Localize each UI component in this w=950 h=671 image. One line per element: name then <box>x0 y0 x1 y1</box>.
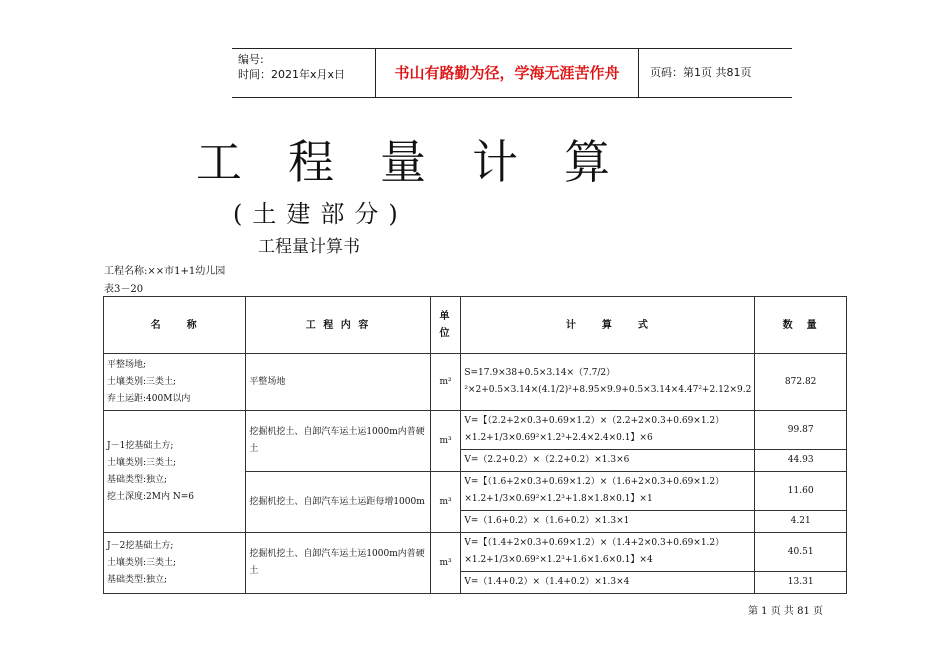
item-qty: 4.21 <box>755 511 847 533</box>
col-header-name: 名 称 <box>104 297 246 354</box>
page-label: 页码：第1页 共81页 <box>650 66 752 79</box>
page-title: 工程量计算 <box>196 135 656 189</box>
item-qty: 40.51 <box>755 533 847 572</box>
item-content: 平整场地 <box>246 354 430 411</box>
code-label: 编号: <box>238 53 264 66</box>
item-content: 挖掘机挖土、自卸汽车运土运1000m内普硬土 <box>246 411 430 472</box>
table-number: 表3－20 <box>104 284 144 295</box>
project-name: 工程名称:××市1+1幼儿园 <box>104 266 226 277</box>
page-footer: 第 1 页 共 81 页 <box>748 606 823 617</box>
name-line: 土壤类别:三类土; <box>107 376 177 387</box>
col-header-content: 工 程 内 容 <box>246 297 430 354</box>
table-row <box>104 354 847 411</box>
item-formula: V=【（1.6+2×0.3+0.69×1.2）×（1.6+2×0.3+0.69×1.2）×1.2+1/3×0.69²×1.2³+1.8×1.8×0.1】×1 <box>461 472 755 511</box>
item-unit: m³ <box>430 533 461 594</box>
table-row <box>104 533 847 572</box>
item-formula: V=【（1.4+2×0.3+0.69×1.2）×（1.4+2×0.3+0.69×1.2）×1.2+1/3×0.69²×1.2³+1.6×1.6×0.1】×4 <box>461 533 755 572</box>
col-header-formula: 计 算 式 <box>461 297 755 354</box>
name-line: 平整场地; <box>107 359 147 370</box>
item-unit: m² <box>430 354 461 411</box>
item-name <box>104 411 246 533</box>
name-line: 基础类型:独立; <box>107 474 168 485</box>
page-subtitle: (土建部分) <box>233 200 408 228</box>
col-header-qty: 数 量 <box>755 297 847 354</box>
table-header-row <box>104 297 847 354</box>
item-qty: 11.60 <box>755 472 847 511</box>
item-content: 挖掘机挖土、自卸汽车运土运1000m内普硬土 <box>246 533 430 594</box>
item-formula: S=17.9×38+0.5×3.14×（7.7/2）²×2+0.5×3.14×(4.1/2)²+8.95×9.9+0.5×3.14×4.47²+2.12×9.2 <box>461 354 755 411</box>
item-unit: m³ <box>430 472 461 533</box>
item-formula: V=【（2.2+2×0.3+0.69×1.2）×（2.2+2×0.3+0.69×1.2）×1.2+1/3×0.69²×1.2³+2.4×2.4×0.1】×6 <box>461 411 755 450</box>
item-formula: V=（1.6+0.2）×（1.6+0.2）×1.3×1 <box>461 511 755 533</box>
name-line: 土壤类别:三类土; <box>107 457 177 468</box>
table-row <box>104 411 847 450</box>
item-qty: 872.82 <box>755 354 847 411</box>
col-header-unit: 单位 <box>430 297 461 354</box>
header-meta <box>232 49 376 97</box>
item-name <box>104 533 246 594</box>
name-line: J－2挖基础土方; <box>107 540 174 551</box>
name-line: 土壤类别:三类土; <box>107 557 177 568</box>
name-line: 挖土深度:2M内 N=6 <box>107 491 194 502</box>
motto: 书山有路勤为径，学海无涯苦作舟 <box>376 49 639 97</box>
quantity-table <box>103 296 847 594</box>
name-line: 弃土运距:400M以内 <box>107 393 191 404</box>
time-label: 时间：2021年x月x日 <box>238 68 346 81</box>
item-qty: 99.87 <box>755 411 847 450</box>
item-name <box>104 354 246 411</box>
item-content: 挖掘机挖土、自卸汽车运土运距每增1000m <box>246 472 430 533</box>
item-unit: m³ <box>430 411 461 472</box>
document-header <box>232 48 792 98</box>
book-title: 工程量计算书 <box>258 237 360 257</box>
item-qty: 44.93 <box>755 450 847 472</box>
name-line: 基础类型:独立; <box>107 574 168 585</box>
item-qty: 13.31 <box>755 572 847 594</box>
name-line: J－1挖基础土方; <box>107 440 174 451</box>
item-formula: V=（1.4+0.2）×（1.4+0.2）×1.3×4 <box>461 572 755 594</box>
item-formula: V=（2.2+0.2）×（2.2+0.2）×1.3×6 <box>461 450 755 472</box>
